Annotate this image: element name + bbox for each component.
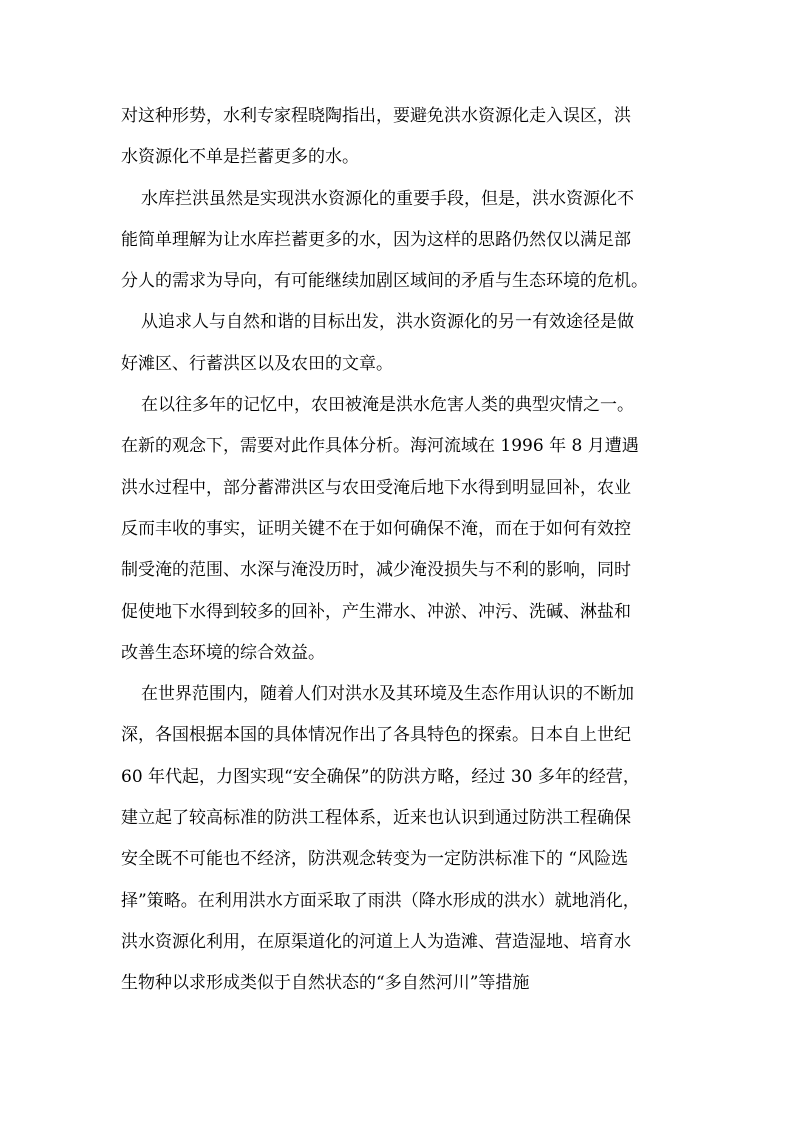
- text-line: 洪水过程中，部分蓄滞洪区与农田受淹后地下水得到明显回补，农业: [121, 477, 631, 498]
- text-line: 改善生态环境的综合效益。: [121, 642, 325, 663]
- text-line: 择”策略。在利用洪水方面采取了雨洪（降水形成的洪水）就地消化，: [121, 890, 640, 911]
- text-line: 在以往多年的记忆中，农田被淹是洪水危害人类的典型灾情之一。: [141, 395, 634, 416]
- text-line: 水库拦洪虽然是实现洪水资源化的重要手段，但是，洪水资源化不: [141, 188, 634, 209]
- text-line: 反而丰收的事实，证明关键不在于如何确保不淹，而在于如何有效控: [121, 518, 631, 539]
- text-line: 在新的观念下，需要对此作具体分析。海河流域在 1996 年 8 月遭遇: [121, 436, 639, 457]
- text-line: 对这种形势，水利专家程晓陶指出，要避免洪水资源化走入误区，洪: [121, 106, 631, 126]
- text-line: 分人的需求为导向，有可能继续加剧区域间的矛盾与生态环境的危机。: [121, 271, 648, 292]
- text-line: 生物种以求形成类似于自然状态的“多自然河川”等措施: [121, 973, 530, 994]
- text-line: 能简单理解为让水库拦蓄更多的水，因为这样的思路仍然仅以满足部: [121, 229, 631, 250]
- text-line: 安全既不可能也不经济，防洪观念转变为一定防洪标准下的 “风险选: [121, 849, 629, 870]
- text-line: 在世界范围内，随着人们对洪水及其环境及生态作用认识的不断加: [141, 684, 634, 705]
- text-line: 从追求人与自然和谐的目标出发，洪水资源化的另一有效途径是做: [141, 312, 634, 333]
- text-line: 促使地下水得到较多的回补，产生滞水、冲淤、冲污、洗碱、淋盐和: [121, 601, 631, 622]
- text-line: 深，各国根据本国的具体情况作出了各具特色的探索。日本自上世纪: [121, 725, 631, 746]
- text-line: 好滩区、行蓄洪区以及农田的文章。: [121, 353, 393, 374]
- text-line: 洪水资源化利用，在原渠道化的河道上人为造滩、营造湿地、培育水: [121, 931, 631, 952]
- document-body: [121, 96, 681, 1005]
- text-line: 制受淹的范围、水深与淹没历时，减少淹没损失与不利的影响，同时: [121, 560, 631, 581]
- text-line: 60 年代起，力图实现“安全确保”的防洪方略，经过 30 多年的经营，: [121, 766, 640, 787]
- text-line: 建立起了较高标准的防洪工程体系，近来也认识到通过防洪工程确保: [121, 808, 631, 829]
- text-line: 水资源化不单是拦蓄更多的水。: [121, 147, 359, 168]
